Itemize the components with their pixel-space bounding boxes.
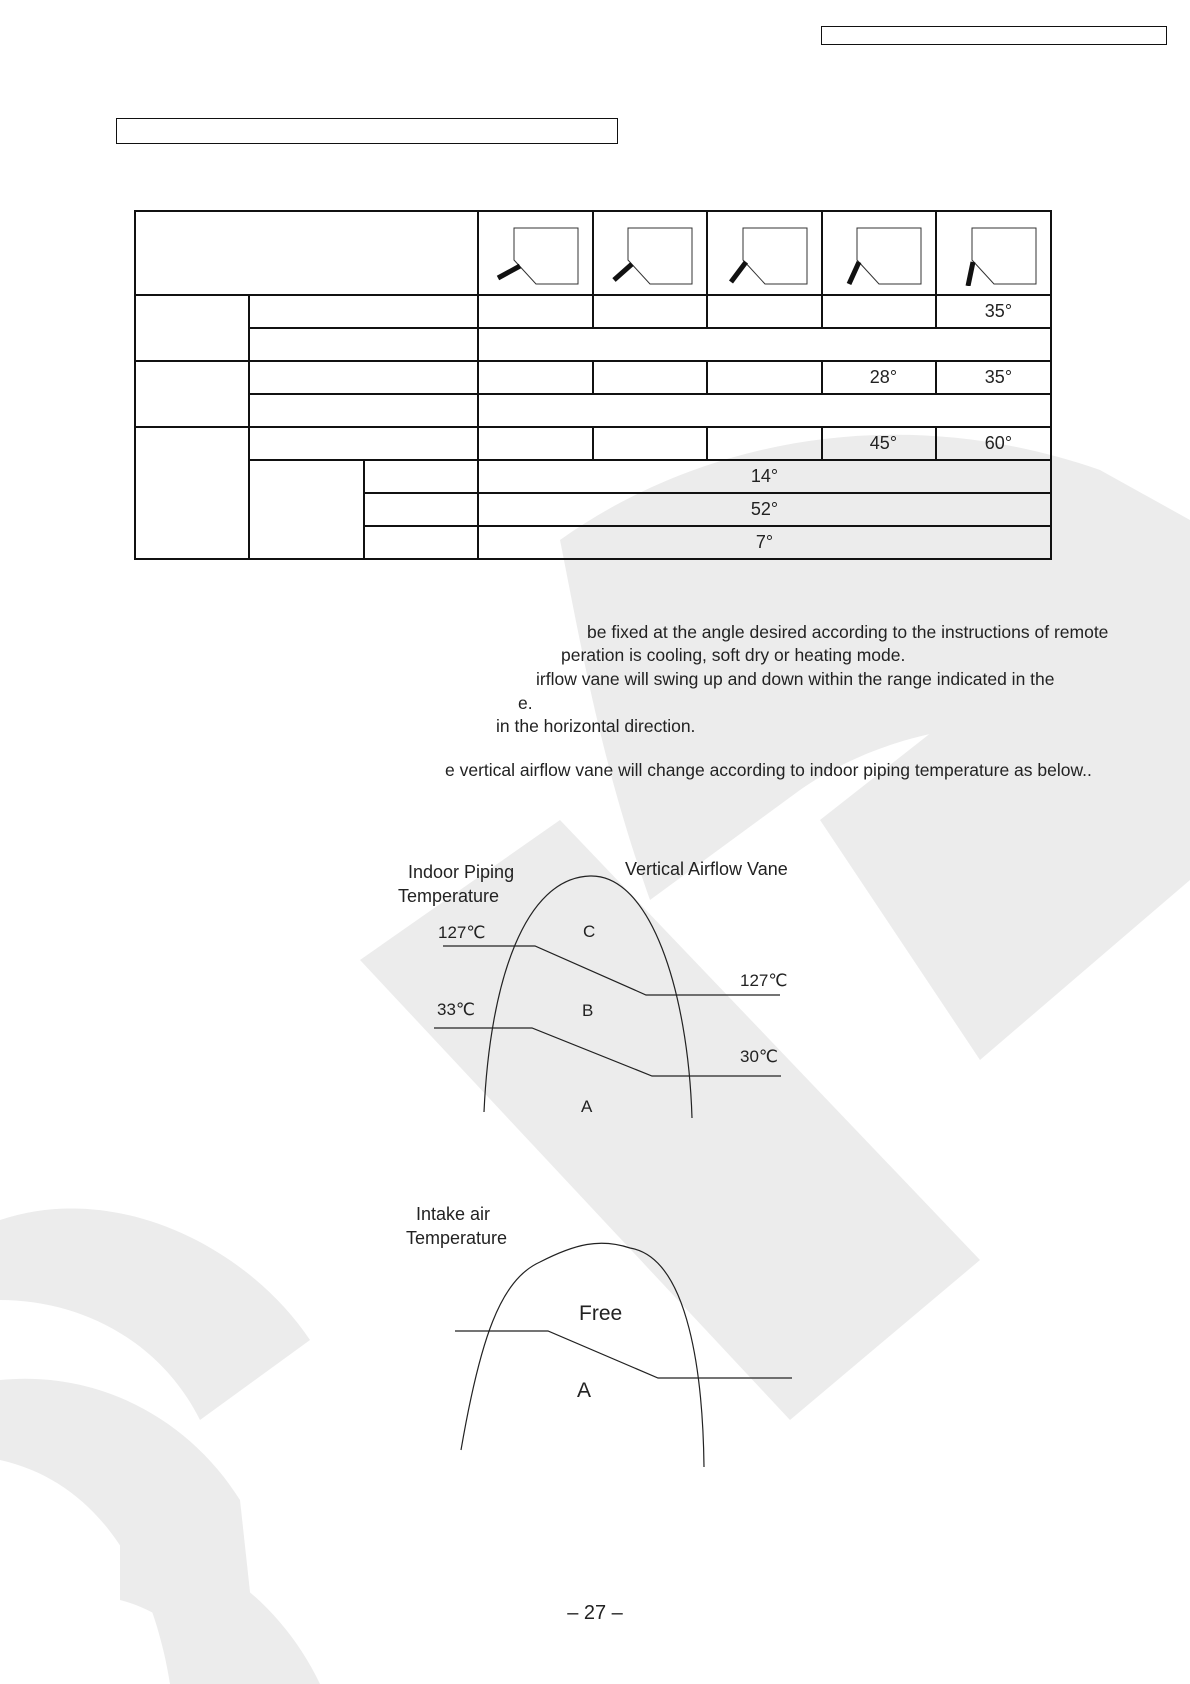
note-line-1: be fixed at the angle desired according to the instructions of remote [587,622,1109,642]
table-cell: 28° [822,361,936,394]
table-cell: 60° [936,427,1051,460]
note-line-5: in the horizontal direction. [496,716,696,736]
diagram2-ylabel-line2: Temperature [406,1228,508,1248]
diagram2-zone-a: A [577,1379,592,1402]
table-cell: 45° [822,427,936,460]
note-line-6: e vertical airflow vane will change according to indoor piping temperature as below.. [445,760,1092,780]
diagram1-lower-threshold-line [434,1028,781,1076]
diagram1-ylabel-line1: Indoor Piping [408,862,515,882]
diagram2-zone-free: Free [579,1302,623,1325]
diagram2-ylabel-line1: Intake air [416,1204,491,1224]
note-line-3: irflow vane will swing up and down within the range indicated in the [536,669,1055,689]
diagram1-zone-c: C [583,922,596,941]
table-cell: 35° [936,361,1051,394]
diagram1-zone-b: B [582,1001,594,1020]
diagram2-threshold-line [455,1331,792,1378]
table-cell: 7° [478,526,1051,559]
diagram1-temp-right-low: 30℃ [740,1047,779,1066]
diagram1-arc [484,876,692,1118]
diagram1-temp-left-low: 33℃ [437,1000,476,1019]
diagram2-arc [461,1243,704,1467]
note-line-4: e. [518,693,533,713]
diagram1-ylabel-line2: Temperature [398,886,500,906]
diagram1-temp-right-high: 127℃ [740,971,788,990]
note-line-2: peration is cooling, soft dry or heating mode. [561,645,906,665]
table-cell: 35° [936,295,1051,328]
diagram1-upper-threshold-line [443,946,780,995]
page-number: – 27 – [567,1602,623,1624]
table-cell: 52° [478,493,1051,526]
diagram1-zone-a: A [581,1097,593,1116]
diagram1-title: Vertical Airflow Vane [625,859,788,879]
table-cell: 14° [478,460,1051,493]
diagram1-temp-left-high: 127℃ [438,923,486,942]
